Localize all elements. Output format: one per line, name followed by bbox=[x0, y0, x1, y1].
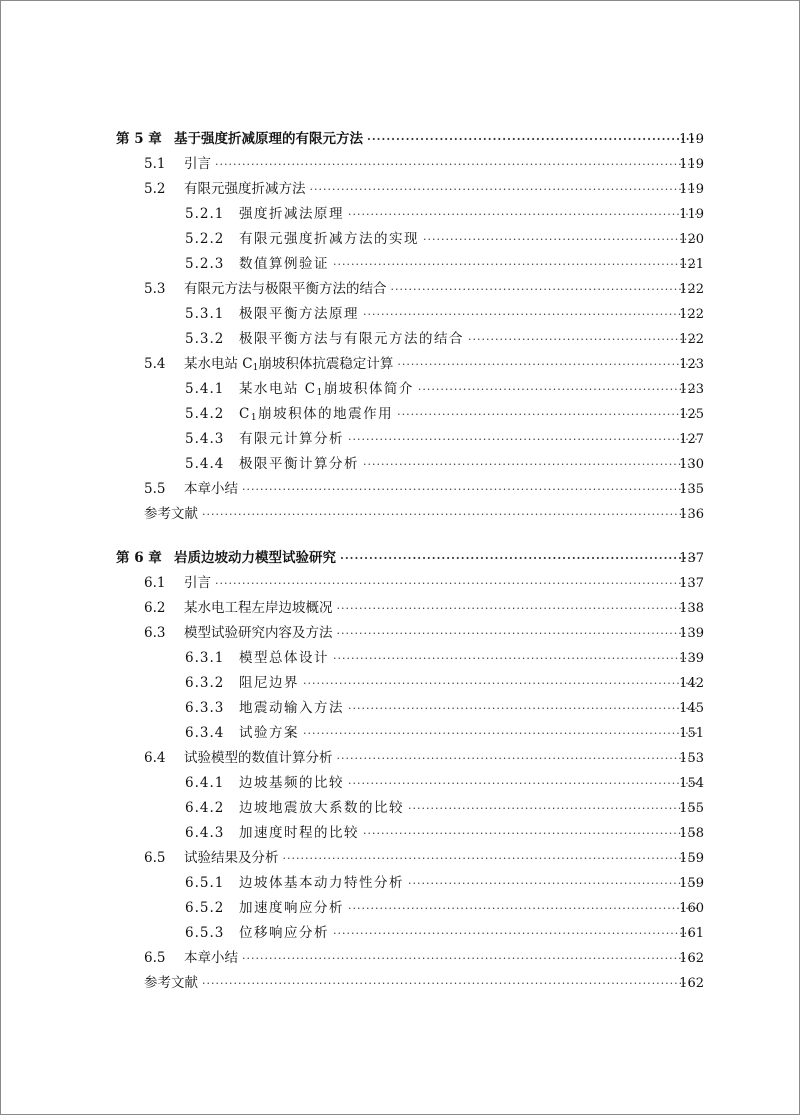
section-title: 有限元强度折减方法 bbox=[184, 181, 306, 197]
dot-leader bbox=[310, 177, 699, 202]
dot-leader bbox=[337, 621, 699, 646]
toc-entry[interactable] bbox=[0, 402, 800, 427]
dot-leader bbox=[348, 771, 698, 796]
toc-entry[interactable] bbox=[0, 177, 800, 202]
dot-leader bbox=[215, 152, 698, 177]
dot-leader bbox=[242, 946, 698, 971]
dot-leader bbox=[408, 871, 698, 896]
section-number: 6.5 bbox=[144, 950, 166, 966]
dot-leader bbox=[303, 671, 698, 696]
title-part: 崩坡积体简介 bbox=[323, 381, 414, 397]
subsection-number: 5.4.4 bbox=[185, 456, 225, 472]
subsection-number: 5.4.3 bbox=[185, 431, 225, 447]
dot-leader bbox=[340, 546, 698, 571]
page-number: 122 bbox=[679, 332, 704, 347]
subsection-title: 加速度时程的比较 bbox=[239, 825, 359, 841]
subsection-number: 6.5.2 bbox=[185, 900, 225, 916]
page-number: 122 bbox=[679, 307, 704, 322]
dot-leader bbox=[333, 921, 698, 946]
dot-leader bbox=[202, 502, 698, 527]
section-number: 6.5 bbox=[144, 850, 166, 866]
page-number: 137 bbox=[679, 551, 704, 566]
toc-entry[interactable] bbox=[0, 921, 800, 946]
page-number: 123 bbox=[679, 382, 704, 397]
toc-entry[interactable] bbox=[0, 671, 800, 696]
page-number: 119 bbox=[679, 182, 704, 197]
toc-entry[interactable] bbox=[0, 846, 800, 871]
toc-entry[interactable] bbox=[0, 277, 800, 302]
toc-entry[interactable] bbox=[0, 621, 800, 646]
subsection-title: 数值算例验证 bbox=[239, 256, 329, 272]
toc-entry-references[interactable] bbox=[0, 502, 800, 527]
subsection-title: 边坡体基本动力特性分析 bbox=[239, 875, 404, 891]
page-number: 142 bbox=[679, 676, 704, 691]
toc-entry[interactable] bbox=[0, 771, 800, 796]
page-number: 119 bbox=[679, 207, 704, 222]
dot-leader bbox=[397, 352, 698, 377]
toc-entry[interactable] bbox=[0, 427, 800, 452]
page-number: 120 bbox=[679, 232, 704, 247]
subscript: 1 bbox=[316, 388, 324, 398]
subsection-title: 强度折减法原理 bbox=[239, 206, 344, 222]
toc-entry[interactable] bbox=[0, 202, 800, 227]
chapter-title: 岩质边坡动力模型试验研究 bbox=[174, 550, 336, 566]
chapter-title: 基于强度折减原理的有限元方法 bbox=[174, 131, 363, 147]
subsection-title: 试验方案 bbox=[239, 725, 299, 741]
page-number: 162 bbox=[679, 951, 704, 966]
subsection-number: 5.4.1 bbox=[185, 381, 225, 397]
toc-entry[interactable] bbox=[0, 896, 800, 921]
section-number: 6.4 bbox=[144, 750, 166, 766]
subsection-title: 有限元强度折减方法的实现 bbox=[239, 231, 419, 247]
dot-leader bbox=[363, 452, 698, 477]
dot-leader bbox=[337, 746, 699, 771]
dot-leader bbox=[348, 202, 698, 227]
subsection-title: 阻尼边界 bbox=[239, 675, 299, 691]
subsection-number: 6.4.3 bbox=[185, 825, 225, 841]
chapter-number: 第 6 章 bbox=[116, 550, 162, 566]
dot-leader bbox=[397, 402, 698, 427]
dot-leader bbox=[468, 327, 698, 352]
dot-leader bbox=[363, 302, 698, 327]
title-part: 崩坡积体抗震稳定计算 bbox=[258, 356, 394, 372]
subsection-title: 地震动输入方法 bbox=[239, 700, 344, 716]
page-number: 121 bbox=[679, 257, 704, 272]
subsection-number: 5.2.1 bbox=[185, 206, 225, 222]
toc-entry[interactable] bbox=[0, 227, 800, 252]
page-number: 127 bbox=[679, 432, 704, 447]
page-number: 160 bbox=[679, 901, 704, 916]
toc-entry[interactable] bbox=[0, 946, 800, 971]
section-number: 6.1 bbox=[144, 575, 166, 591]
section-title: 本章小结 bbox=[184, 481, 238, 497]
subsection-title: 位移响应分析 bbox=[239, 925, 329, 941]
page-number: 159 bbox=[679, 851, 704, 866]
page-number: 137 bbox=[679, 576, 704, 591]
title-part: 某水电站 C bbox=[184, 356, 253, 372]
title-part: 某水电站 C bbox=[239, 381, 317, 397]
toc-entry[interactable] bbox=[0, 302, 800, 327]
subsection-title: 有限元计算分析 bbox=[239, 431, 344, 447]
page-number: 151 bbox=[679, 726, 704, 741]
subsection-number: 5.3.1 bbox=[185, 306, 225, 322]
page-number: 158 bbox=[679, 826, 704, 841]
page-number: 139 bbox=[679, 651, 704, 666]
dot-leader bbox=[423, 227, 698, 252]
subsection-number: 5.2.3 bbox=[185, 256, 225, 272]
section-number: 5.3 bbox=[144, 281, 166, 297]
subsection-number: 6.4.1 bbox=[185, 775, 225, 791]
chapter-gap bbox=[0, 527, 800, 546]
dot-leader bbox=[363, 821, 698, 846]
toc-chapter-6[interactable] bbox=[0, 546, 800, 571]
subscript: 1 bbox=[252, 363, 259, 373]
toc-entry[interactable] bbox=[0, 571, 800, 596]
toc-entry[interactable] bbox=[0, 696, 800, 721]
page-number: 123 bbox=[679, 357, 704, 372]
section-title: 参考文献 bbox=[144, 975, 198, 991]
toc-entry[interactable] bbox=[0, 327, 800, 352]
page-number: 161 bbox=[679, 926, 704, 941]
table-of-contents bbox=[0, 127, 800, 996]
section-number: 6.2 bbox=[144, 600, 166, 616]
section-title: 某水电工程左岸边坡概况 bbox=[184, 600, 333, 616]
subscript: 1 bbox=[250, 413, 259, 423]
dot-leader bbox=[348, 427, 698, 452]
page-number: 119 bbox=[679, 157, 704, 172]
title-part: 崩坡积体的地震作用 bbox=[258, 406, 394, 422]
toc-chapter-5[interactable] bbox=[0, 127, 800, 152]
toc-entry[interactable] bbox=[0, 352, 800, 377]
dot-leader bbox=[348, 696, 698, 721]
page-number: 159 bbox=[679, 876, 704, 891]
section-title: 本章小结 bbox=[184, 950, 238, 966]
dot-leader bbox=[303, 721, 698, 746]
toc-entry[interactable] bbox=[0, 821, 800, 846]
page-number: 153 bbox=[679, 751, 704, 766]
section-title: 模型试验研究内容及方法 bbox=[184, 625, 333, 641]
toc-entry[interactable] bbox=[0, 871, 800, 896]
subsection-number: 5.2.2 bbox=[185, 231, 225, 247]
page-number: 162 bbox=[679, 976, 704, 991]
section-title: 参考文献 bbox=[144, 506, 198, 522]
subsection-number: 6.3.2 bbox=[185, 675, 225, 691]
page-number: 145 bbox=[679, 701, 704, 716]
subsection-number: 5.3.2 bbox=[185, 331, 225, 347]
section-title: 引言 bbox=[184, 575, 211, 591]
subsection-title: 边坡地震放大系数的比较 bbox=[239, 800, 404, 816]
section-number: 5.4 bbox=[144, 356, 166, 372]
toc-entry[interactable] bbox=[0, 477, 800, 502]
dot-leader bbox=[337, 596, 699, 621]
section-title: 试验结果及分析 bbox=[184, 850, 279, 866]
chapter-number: 第 5 章 bbox=[116, 131, 162, 147]
section-title: 试验模型的数值计算分析 bbox=[184, 750, 333, 766]
toc-entry[interactable] bbox=[0, 452, 800, 477]
dot-leader bbox=[283, 846, 699, 871]
subsection-number: 6.5.1 bbox=[185, 875, 225, 891]
toc-entry[interactable] bbox=[0, 646, 800, 671]
subsection-title: 边坡基频的比较 bbox=[239, 775, 344, 791]
page-number: 119 bbox=[679, 132, 704, 147]
subsection-title: 极限平衡方法与有限元方法的结合 bbox=[239, 331, 464, 347]
subsection-number: 6.5.3 bbox=[185, 925, 225, 941]
page-number: 155 bbox=[679, 801, 704, 816]
dot-leader bbox=[367, 127, 698, 152]
dot-leader bbox=[242, 477, 698, 502]
subsection-number: 6.3.3 bbox=[185, 700, 225, 716]
toc-entry[interactable] bbox=[0, 796, 800, 821]
title-part: C bbox=[239, 406, 251, 422]
section-number: 5.2 bbox=[144, 181, 166, 197]
dot-leader bbox=[215, 571, 698, 596]
page-number: 130 bbox=[679, 457, 704, 472]
toc-entry[interactable] bbox=[0, 152, 800, 177]
page-number: 135 bbox=[679, 482, 704, 497]
dot-leader bbox=[333, 646, 698, 671]
toc-entry-references[interactable] bbox=[0, 971, 800, 996]
section-number: 6.3 bbox=[144, 625, 166, 641]
toc-entry[interactable] bbox=[0, 721, 800, 746]
subsection-title: 加速度响应分析 bbox=[239, 900, 344, 916]
dot-leader bbox=[333, 252, 698, 277]
section-number: 5.1 bbox=[144, 156, 166, 172]
toc-entry[interactable] bbox=[0, 377, 800, 402]
dot-leader bbox=[391, 277, 699, 302]
dot-leader bbox=[418, 377, 698, 402]
subsection-number: 6.4.2 bbox=[185, 800, 225, 816]
page-number: 139 bbox=[679, 626, 704, 641]
section-title: 引言 bbox=[184, 156, 211, 172]
subsection-number: 6.3.1 bbox=[185, 650, 225, 666]
page-number: 136 bbox=[679, 507, 704, 522]
section-title: 有限元方法与极限平衡方法的结合 bbox=[184, 281, 387, 297]
page-number: 125 bbox=[679, 407, 704, 422]
toc-entry[interactable] bbox=[0, 252, 800, 277]
dot-leader bbox=[408, 796, 698, 821]
subsection-title: 极限平衡方法原理 bbox=[239, 306, 359, 322]
subsection-number: 6.3.4 bbox=[185, 725, 225, 741]
page-number: 154 bbox=[679, 776, 704, 791]
subsection-title: 模型总体设计 bbox=[239, 650, 329, 666]
page-number: 138 bbox=[679, 601, 704, 616]
section-number: 5.5 bbox=[144, 481, 166, 497]
subsection-number: 5.4.2 bbox=[185, 406, 225, 422]
dot-leader bbox=[202, 971, 698, 996]
toc-entry[interactable] bbox=[0, 596, 800, 621]
dot-leader bbox=[348, 896, 698, 921]
page-number: 122 bbox=[679, 282, 704, 297]
subsection-title: 极限平衡计算分析 bbox=[239, 456, 359, 472]
toc-entry[interactable] bbox=[0, 746, 800, 771]
